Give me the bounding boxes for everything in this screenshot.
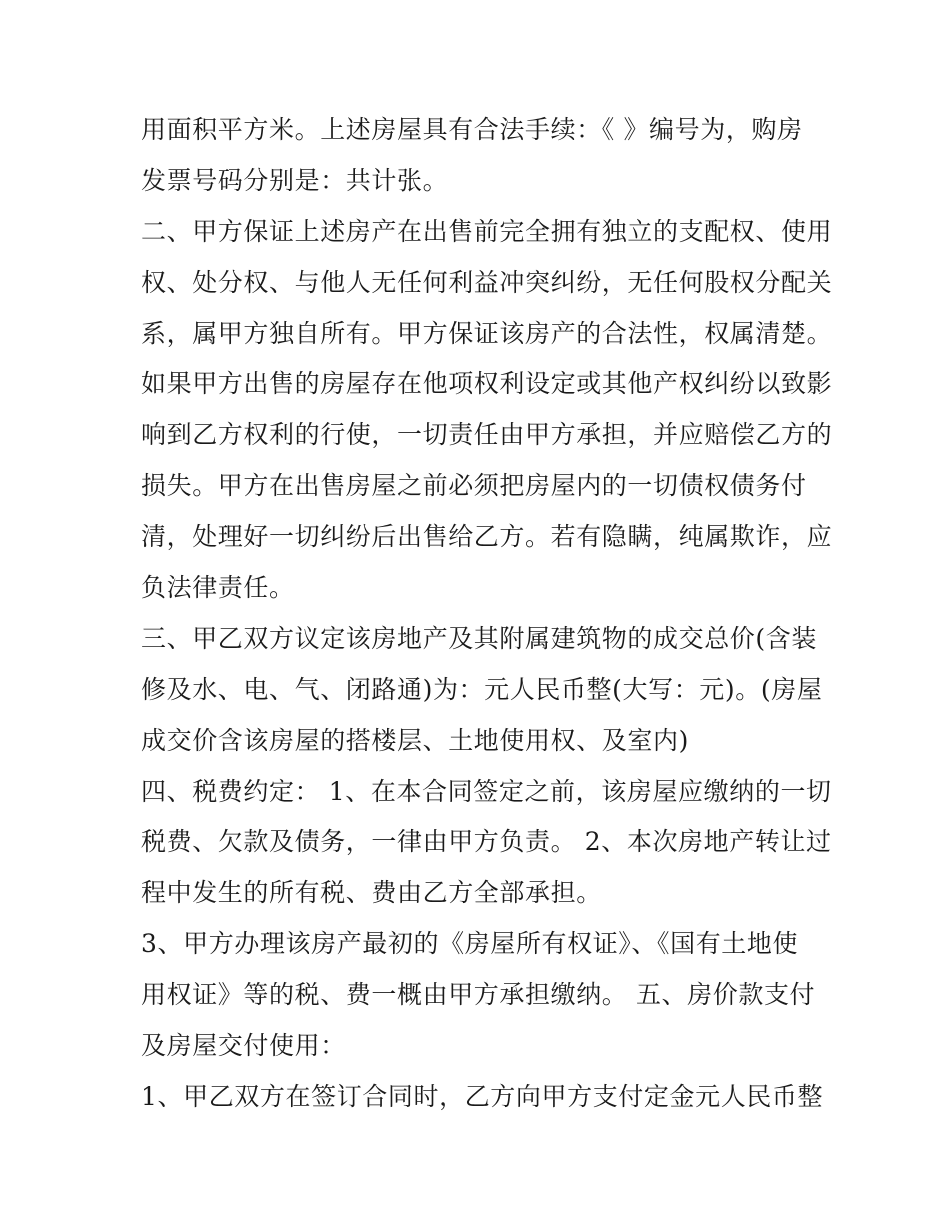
text-line: 响到乙方权利的行使，一切责任由甲方承担，并应赔偿乙方的 <box>141 420 833 450</box>
contract-text <box>141 105 831 1123</box>
text-line: 3、甲方办理该房产最初的《房屋所有权证》、《国有土地使 <box>141 929 799 959</box>
text-line: 负法律责任。 <box>141 573 295 603</box>
text-line: 二、甲方保证上述房产在出售前完全拥有独立的支配权、使用 <box>141 216 833 246</box>
text-line: 成交价含该房屋的搭楼层、土地使用权、及室内) <box>141 725 689 755</box>
text-line: 用权证》等的税、费一概由甲方承担缴纳。 五、房价款支付 <box>141 980 816 1010</box>
text-line: 系，属甲方独自所有。甲方保证该房产的合法性，权属清楚。 <box>141 318 833 348</box>
text-line: 税费、欠款及债务，一律由甲方负责。 2、本次房地产转让过 <box>141 827 832 857</box>
text-line: 权、处分权、与他人无任何利益冲突纠纷，无任何股权分配关 <box>141 267 833 297</box>
text-line: 清，处理好一切纠纷后出售给乙方。若有隐瞒，纯属欺诈，应 <box>141 522 833 552</box>
text-line: 修及水、电、气、闭路通)为：元人民币整(大写：元)。(房屋 <box>141 674 823 704</box>
text-line: 用面积平方米。上述房屋具有合法手续：《 》编号为，购房 <box>141 115 803 144</box>
text-line: 程中发生的所有税、费由乙方全部承担。 <box>141 878 602 908</box>
text-line: 三、甲乙双方议定该房地产及其附属建筑物的成交总价(含装 <box>141 623 817 653</box>
text-line: 及房屋交付使用： <box>141 1031 346 1061</box>
text-line: 损失。甲方在出售房屋之前必须把房屋内的一切债权债务付 <box>141 471 807 501</box>
text-line: 四、税费约定： 1、在本合同签定之前，该房屋应缴纳的一切 <box>141 776 832 806</box>
text-line: 1、甲乙双方在签订合同时，乙方向甲方支付定金元人民币整 <box>141 1081 824 1111</box>
text-line: 发票号码分别是：共计张。 <box>141 165 449 195</box>
text-line: 如果甲方出售的房屋存在他项权利设定或其他产权纠纷以致影 <box>141 369 833 399</box>
